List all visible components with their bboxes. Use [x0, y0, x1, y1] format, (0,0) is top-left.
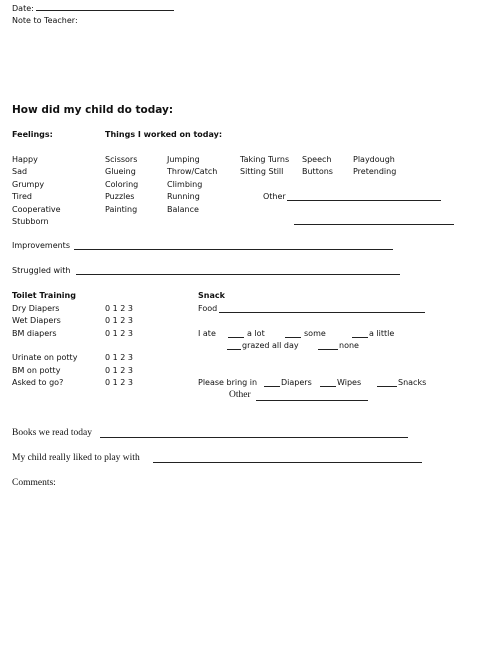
- skill-coloring[interactable]: Coloring: [105, 180, 139, 189]
- snack-ate-label: I ate: [198, 329, 216, 338]
- snack-blank[interactable]: [228, 337, 244, 338]
- improvements-line[interactable]: [74, 249, 393, 250]
- bring-label: Please bring in: [198, 378, 258, 387]
- toilet-row-label: Urinate on potty: [12, 353, 78, 362]
- date-label: Date:: [12, 4, 34, 13]
- skill-sitting-still[interactable]: Sitting Still: [240, 167, 284, 176]
- feeling-happy[interactable]: Happy: [12, 155, 38, 164]
- comments-label: Comments:: [12, 478, 56, 488]
- feelings-heading: Feelings:: [12, 130, 53, 139]
- snack-blank[interactable]: [227, 349, 241, 350]
- liked-to-play-label: My child really liked to play with: [12, 453, 140, 463]
- toilet-row-scale[interactable]: 0 1 2 3: [105, 378, 133, 387]
- skill-throw-catch[interactable]: Throw/Catch: [167, 167, 218, 176]
- bring-blank[interactable]: [320, 386, 336, 387]
- skill-pretending[interactable]: Pretending: [353, 167, 397, 176]
- bring-item-wipes: Wipes: [337, 378, 362, 387]
- bring-other-label: Other: [229, 390, 251, 400]
- toilet-row-scale[interactable]: 0 1 2 3: [105, 329, 133, 338]
- toilet-row-label: Wet Diapers: [12, 316, 61, 325]
- bring-blank[interactable]: [377, 386, 397, 387]
- books-label: Books we read today: [12, 428, 92, 438]
- toilet-row-label: Asked to go?: [12, 378, 64, 387]
- skills-other-line-2[interactable]: [294, 224, 454, 225]
- toilet-row-label: BM on potty: [12, 366, 61, 375]
- skill-glueing[interactable]: Glueing: [105, 167, 136, 176]
- bring-other-line[interactable]: [256, 400, 368, 401]
- snack-option-grazed: grazed all day: [242, 341, 299, 350]
- feeling-cooperative[interactable]: Cooperative: [12, 205, 61, 214]
- feeling-sad[interactable]: Sad: [12, 167, 28, 176]
- skill-balance[interactable]: Balance: [167, 205, 199, 214]
- feeling-stubborn[interactable]: Stubborn: [12, 217, 49, 226]
- toilet-row-scale[interactable]: 0 1 2 3: [105, 353, 133, 362]
- skill-jumping[interactable]: Jumping: [167, 155, 200, 164]
- skill-climbing[interactable]: Climbing: [167, 180, 203, 189]
- toilet-row-scale[interactable]: 0 1 2 3: [105, 304, 133, 313]
- snack-option-none: none: [339, 341, 359, 350]
- skill-buttons[interactable]: Buttons: [302, 167, 333, 176]
- snack-food-line[interactable]: [219, 312, 425, 313]
- snack-blank[interactable]: [285, 337, 301, 338]
- note-to-teacher-label: Note to Teacher:: [12, 16, 78, 25]
- bring-item-snacks: Snacks: [398, 378, 427, 387]
- skill-scissors[interactable]: Scissors: [105, 155, 138, 164]
- improvements-label: Improvements: [12, 241, 70, 250]
- snack-heading: Snack: [198, 291, 225, 300]
- snack-option-a-little: a little: [369, 329, 395, 338]
- form-title: How did my child do today:: [12, 104, 174, 116]
- snack-blank[interactable]: [352, 337, 368, 338]
- skills-other-label: Other: [263, 192, 286, 201]
- snack-food-label: Food: [198, 304, 218, 313]
- bring-item-diapers: Diapers: [281, 378, 312, 387]
- bring-blank[interactable]: [264, 386, 280, 387]
- skill-taking-turns[interactable]: Taking Turns: [240, 155, 290, 164]
- snack-option-a-lot: a lot: [247, 329, 265, 338]
- snack-option-some: some: [304, 329, 326, 338]
- toilet-row-label: BM diapers: [12, 329, 57, 338]
- skills-other-line[interactable]: [287, 200, 441, 201]
- liked-to-play-line[interactable]: [153, 462, 422, 463]
- toilet-row-label: Dry Diapers: [12, 304, 60, 313]
- toilet-training-heading: Toilet Training: [12, 291, 76, 300]
- skill-playdough[interactable]: Playdough: [353, 155, 395, 164]
- toilet-row-scale[interactable]: 0 1 2 3: [105, 316, 133, 325]
- toilet-row-scale[interactable]: 0 1 2 3: [105, 366, 133, 375]
- skill-puzzles[interactable]: Puzzles: [105, 192, 135, 201]
- feeling-grumpy[interactable]: Grumpy: [12, 180, 45, 189]
- worked-on-heading: Things I worked on today:: [105, 130, 223, 139]
- date-line[interactable]: [36, 10, 174, 11]
- skill-running[interactable]: Running: [167, 192, 200, 201]
- snack-blank[interactable]: [318, 349, 338, 350]
- books-line[interactable]: [100, 437, 408, 438]
- skill-speech[interactable]: Speech: [302, 155, 332, 164]
- feeling-tired[interactable]: Tired: [12, 192, 32, 201]
- struggled-with-label: Struggled with: [12, 266, 71, 275]
- struggled-with-line[interactable]: [76, 274, 400, 275]
- skill-painting[interactable]: Painting: [105, 205, 138, 214]
